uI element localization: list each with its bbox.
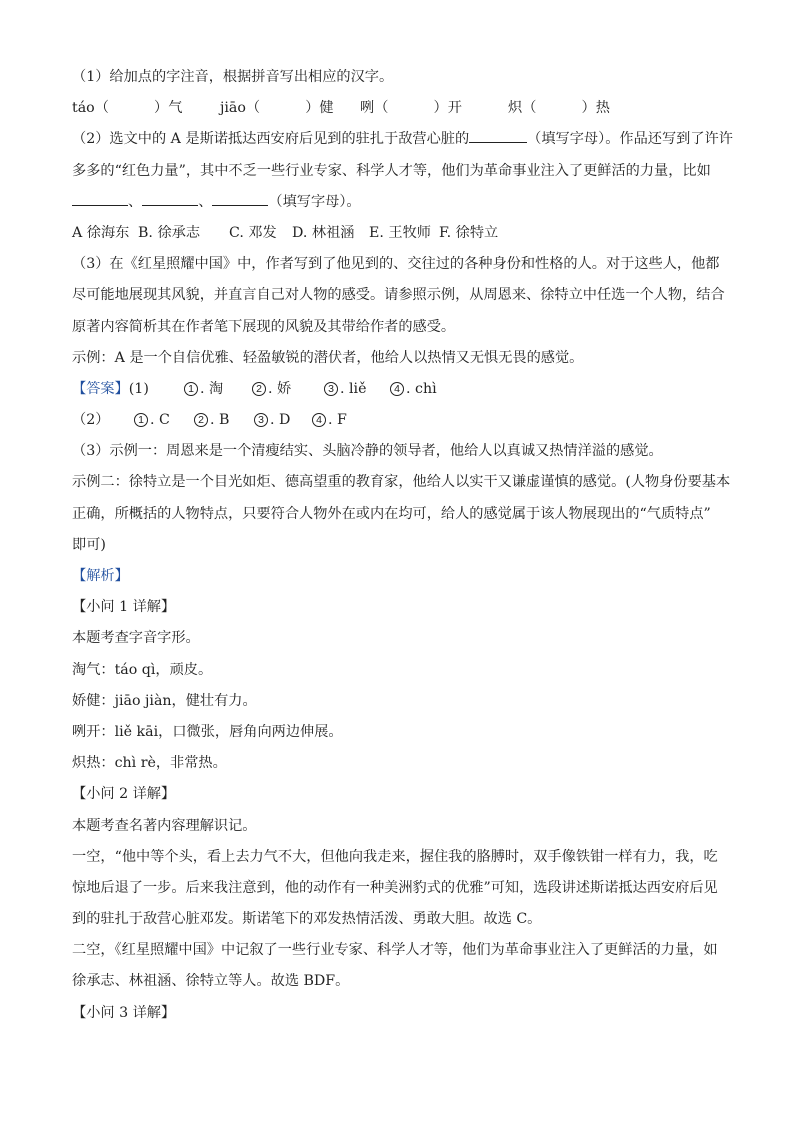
sub2-line: 到的驻扎于敌营心脏邓发。斯诺笔下的邓发热情活泼、勇敢大胆。故选 C。	[72, 911, 542, 928]
q2-line-2: 多多的“红色力量”，其中不乏一些行业专家、科学人才等，他们为革命事业注入了更鲜活的力量，比如	[72, 162, 711, 179]
document-page	[72, 62, 733, 1029]
answer-part-3-line-2: 示例二：徐特立是一个目光如炬、德高望重的教育家，他给人以实干又谦虚谨慎的感觉。(人物身份要基本	[72, 474, 731, 491]
sub1-line: 咧开：liě kāi，口微张，唇角向两边伸展。	[72, 723, 343, 740]
q3-example: 示例：A 是一个自信优雅、轻盈敏锐的潜伏者，他给人以热情又无惧无畏的感觉。	[72, 349, 584, 366]
q2-option-f: F. 徐特立	[439, 224, 499, 241]
answer-part-3-line-3: 正确，所概括的人物特点，只要符合人物外在或内在均可，给人的感觉属于该人物展现出的“气质特点”	[72, 505, 711, 522]
answer-part-1: 【答案】(1) 1 . 淘 2 . 娇 3 . liě 4 . chì	[72, 374, 722, 405]
q2-line-3: 、 、 （填写字母）。	[72, 187, 722, 218]
sub1-title: 【小问 1 详解】	[72, 599, 176, 616]
q1-item-2: jiāo（ ）健	[220, 100, 334, 117]
answer-part-3-line-4: 即可)	[72, 536, 106, 553]
analysis-heading	[72, 561, 722, 592]
q1-item-3: 咧（ ）开	[360, 100, 462, 117]
q2-blank-1[interactable]	[469, 128, 527, 143]
answer-part-2: （2） 1 . C 2 . B 3 . D 4 . F	[72, 405, 722, 436]
answer-1-item-1: 1 . 淘	[184, 374, 223, 405]
q2-options	[72, 218, 722, 249]
sub1-line: 淘气：táo qì，顽皮。	[72, 661, 213, 678]
sub2-line: 本题考查名著内容理解识记。	[72, 817, 257, 834]
answer-2-item-2: 2 . B	[194, 405, 229, 436]
q1-instruction	[72, 62, 722, 93]
q1-items-row	[72, 93, 722, 124]
sub1-line: 本题考查字音字形。	[72, 630, 200, 647]
q2-blank-2[interactable]	[72, 191, 128, 206]
q2-option-e: E. 王牧师	[369, 224, 431, 241]
answer-part-3-line-1: （3）示例一：周恩来是一个清瘦结实、头脑冷静的领导者，他给人以真诚又热情洋溢的感觉。	[72, 443, 663, 460]
analysis-tag: 【解析】	[72, 568, 129, 584]
q1-item-4: 炽（ ）热	[508, 100, 610, 117]
answer-2-item-3: 3 . D	[254, 405, 290, 436]
answer-2-item-4: 4 . F	[312, 405, 347, 436]
answer-2-item-1: 1 . C	[134, 405, 170, 436]
answer-1-item-2: 2 . 娇	[252, 374, 291, 405]
q3-line-1: （3）在《红星照耀中国》中，作者写到了他见到的、交往过的各种身份和性格的人。对于这些人，他都	[72, 256, 720, 273]
q2-blank-3[interactable]	[142, 191, 198, 206]
q2-option-c: C. 邓发	[229, 224, 277, 241]
sub2-line: 惊地后退了一步。后来我注意到，他的动作有一种美洲豹式的优雅”可知，选段讲述斯诺抵达西安府后见	[72, 879, 718, 896]
q1-text: （1）给加点的字注音，根据拼音写出相应的汉字。	[72, 69, 394, 85]
sub1-line: 炽热：chì rè，非常热。	[72, 755, 227, 772]
sub2-line: 一空，“他中等个头，看上去力气不大，但他向我走来，握住我的胳膊时，双手像铁钳一样有力，我，吃	[72, 848, 718, 865]
answer-1-item-4: 4 . chì	[390, 374, 437, 405]
sub2-line: 二空，《红星照耀中国》中记叙了一些行业专家、科学人才等，他们为革命事业注入了更鲜活的力量，如	[72, 942, 718, 959]
q2-option-d: D. 林祖涵	[292, 224, 355, 241]
q3-line-2: 尽可能地展现其风貌，并直言自己对人物的感受。请参照示例，从周恩来、徐特立中任选一个人物，结合	[72, 287, 725, 304]
q2-blank-4[interactable]	[212, 191, 268, 206]
answer-tag: 【答案】	[72, 380, 129, 397]
sub2-title: 【小问 2 详解】	[72, 786, 176, 803]
q2-line-1: （2）选文中的 A 是斯诺抵达西安府后见到的驻扎于敌营心脏的 （填写字母）。作品还写到了许许	[72, 124, 722, 155]
sub1-line: 娇健：jiāo jiàn，健壮有力。	[72, 692, 257, 709]
q2-option-a: A 徐海东	[72, 224, 130, 241]
q2-option-b: B. 徐承志	[138, 224, 201, 241]
sub3-title: 【小问 3 详解】	[72, 1004, 176, 1021]
q1-item-1: táo（ ）气	[72, 100, 183, 117]
answer-1-item-3: 3 . liě	[324, 374, 367, 405]
sub2-line: 徐承志、林祖涵、徐特立等人。故选 BDF。	[72, 973, 350, 990]
q3-line-3: 原著内容简析其在作者笔下展现的风貌及其带给作者的感受。	[72, 318, 456, 335]
